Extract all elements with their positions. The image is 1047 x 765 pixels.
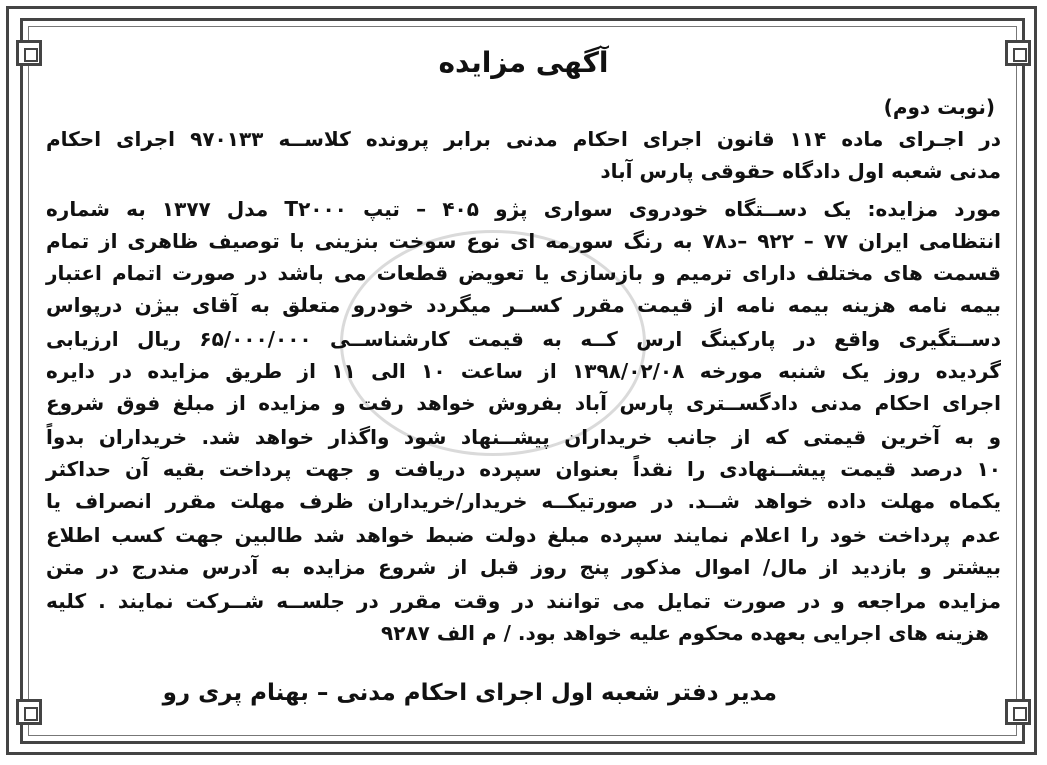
body-line-1: در اجـرای ماده ۱۱۴ قانون اجرای احکام مدنی برابر پرونده کلاســه ۹۷۰۱۳۳ اجرای احکام: [46, 127, 1001, 151]
corner-ornament-bottom-right: [1005, 699, 1031, 725]
body-line-10: و به آخرین قیمتی که از جانب خریداران پیشــنهاد شود واگذار خواهد شد. خریداران بدواً: [46, 425, 1001, 449]
body-line-14: بیشتر و بازدید از مال/ اموال مذکور پنج روز قبل از شروع مزایده به آدرس مندرج در متن: [46, 555, 1001, 579]
corner-ornament-bottom-left: [16, 699, 42, 725]
body-line-13: عدم پرداخت خود را اعلام نمایند سپرده مبلغ دولت ضبط خواهد شد طالبین جهت کسب اطلاع: [46, 523, 1001, 547]
corner-ornament-top-right: [1005, 40, 1031, 66]
body-line-11: ۱۰ درصد قیمت پیشــنهادی را نقداً بعنوان سپرده دریافت و جهت پرداخت بقیه آن حداکثر: [46, 457, 1001, 481]
signature-line: مدیر دفتر شعبه اول اجرای احکام مدنی – بهنام پری رو: [162, 680, 777, 706]
body-line-3: مورد مزایده: یک دســتگاه خودروی سواری پژو ۴۰۵ – تیپ T۲۰۰۰ مدل ۱۳۷۷ به شماره: [46, 197, 1001, 221]
body-line-2: مدنی شعبه اول دادگاه حقوقی پارس آباد: [600, 159, 1001, 183]
notice-title: آگهی مزایده: [438, 46, 609, 79]
body-line-15: مزایده مراجعه و در صورت تمایل می توانند در وقت مقرر در جلســه شــرکت نمایند . کلیه: [46, 589, 1001, 613]
body-line-6: بیمه نامه هزینه بیمه نامه از قیمت مقرر کســر میگردد خودرو متعلق به آقای بیژن درپواس: [46, 293, 1001, 317]
body-line-9: اجرای احکام مدنی دادگســتری پارس آباد بفروش خواهد رفت و مزایده از مبلغ فوق شروع: [46, 391, 1001, 415]
corner-ornament-top-left: [16, 40, 42, 66]
body-line-16: هزینه های اجرایی بعهده محکوم علیه خواهد بود. / م الف ۹۲۸۷: [381, 621, 989, 645]
body-line-7: دســتگیری واقع در پارکینگ ارس کــه به قیمت کارشناســی ۶۵/۰۰۰/۰۰۰ ریال ارزیابی: [46, 327, 1001, 351]
round-label: (نوبت دوم): [883, 95, 995, 119]
body-line-5: قسمت های مختلف دارای ترمیم و بازسازی یا تعویض قطعات می باشد در صورت اتمام اعتبار: [46, 261, 1001, 285]
notice-content: [40, 40, 1007, 730]
body-line-12: یکماه مهلت داده خواهد شــد. در صورتیکــه خریدار/خریداران ظرف مهلت مقرر انصراف یا: [46, 489, 1001, 513]
body-line-4: انتظامی ایران ۷۷ – ۹۲۲ –د۷۸ به رنگ سورمه ای نوع سوخت بنزینی با توصیف ظاهری از تمام: [46, 229, 1001, 253]
body-line-8: گردیده روز یک شنبه مورخه ۱۳۹۸/۰۲/۰۸ از ساعت ۱۰ الی ۱۱ از طریق مزایده در دایره: [46, 359, 1001, 383]
